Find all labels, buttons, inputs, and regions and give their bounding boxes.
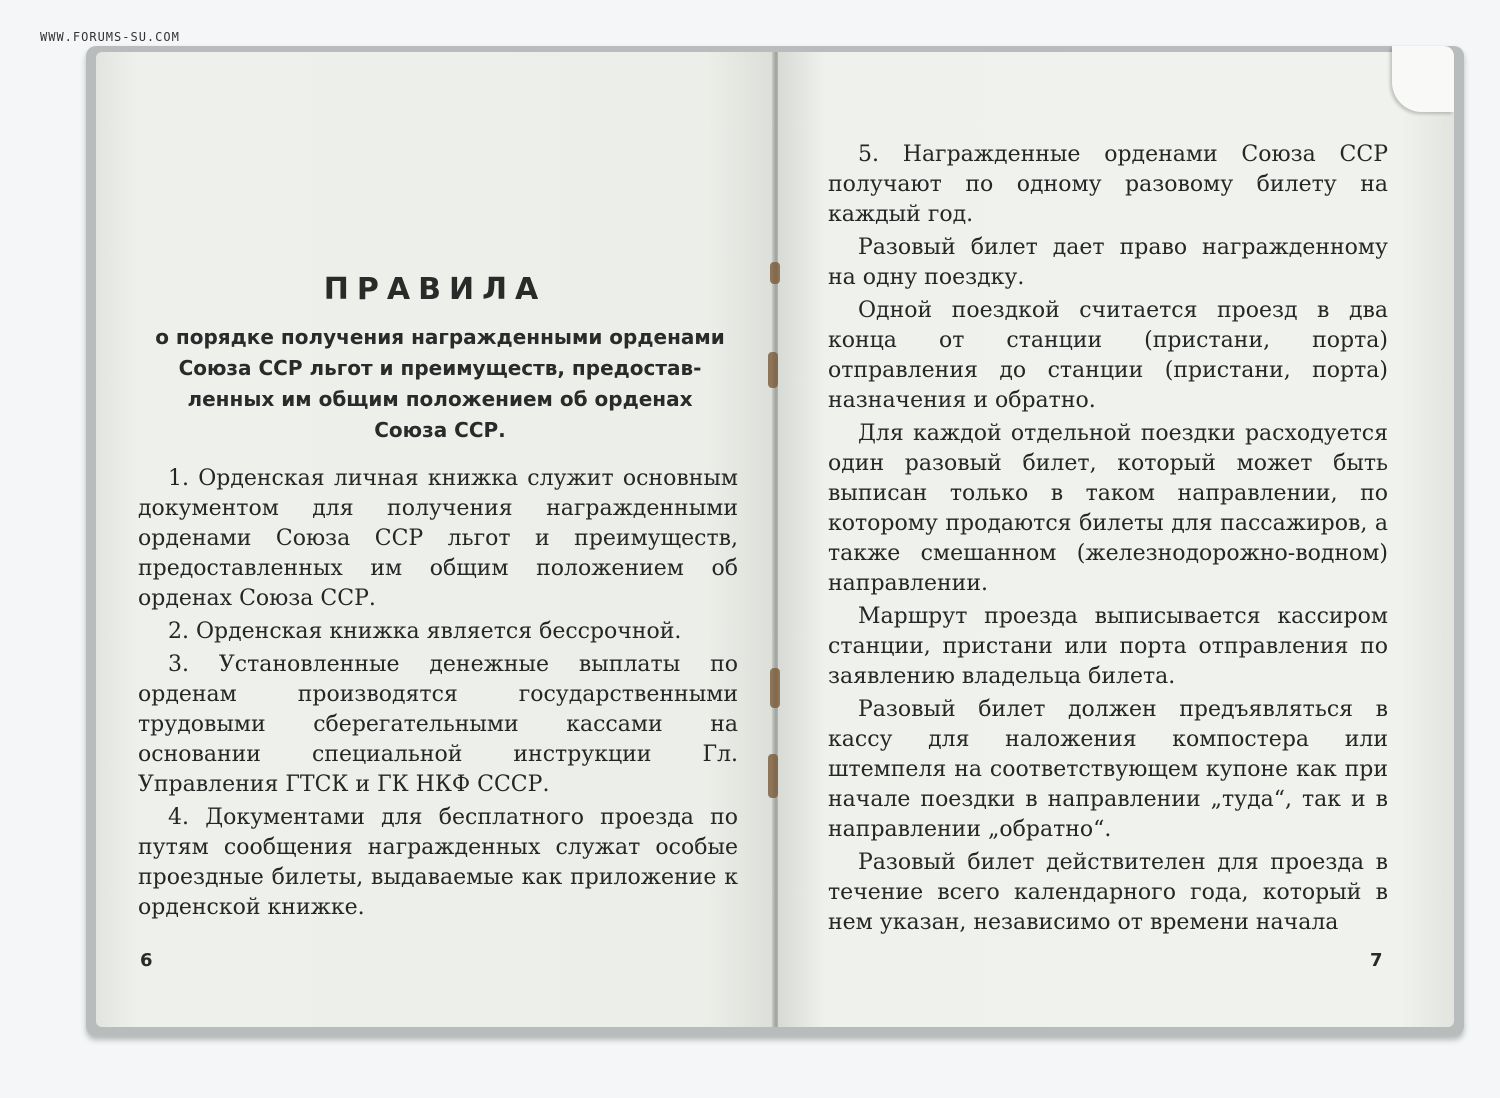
rule-paragraph: Маршрут проезда выписывается кассиром станции, пристани или порта отправления по заявлению владельца билета. xyxy=(828,604,1388,689)
rule-paragraph: Разовый билет должен предъявляться в кассу для наложения компостера или штемпеля на соответствующем купоне как при начале поездки в направлении „туда“, так и в направлении „обратно“. xyxy=(828,697,1388,842)
watermark: WWW.FORUMS-SU.COM xyxy=(40,30,180,44)
rule-paragraph: Разовый билет дает право награжденному на одну поездку. xyxy=(828,235,1388,290)
right-page-text xyxy=(828,140,1388,941)
rule-paragraph: Для каждой отдельной поездки расходуется один разовый билет, который может быть выписан только в таком направлении, по которому продаются билеты для пассажиров, а также смешанном (железнодорожно-водном) направлении. xyxy=(828,421,1388,596)
page-number: 6 xyxy=(140,950,153,971)
page-number: 7 xyxy=(1370,950,1383,971)
left-page xyxy=(96,52,774,1027)
folded-corner xyxy=(1392,46,1454,112)
left-page-text xyxy=(138,464,738,926)
right-page xyxy=(778,52,1454,1027)
rule-paragraph: Разовый билет действителен для проезда в течение всего календарного года, который в нем указан, независимо от времени начала xyxy=(828,850,1388,935)
rule-paragraph: Одной поездкой считается проезд в два конца от станции (пристани, порта) отправления до станции (пристани, порта) назначения и обратно. xyxy=(828,298,1388,413)
subtitle-line: ленных им общим положением об орденах xyxy=(187,387,693,411)
rust-stain xyxy=(768,754,778,798)
rust-stain xyxy=(768,352,778,388)
subtitle-line: Союза ССР льгот и преимуществ, предостав- xyxy=(178,356,702,380)
page-subtitle xyxy=(142,322,738,446)
rust-stain xyxy=(770,668,780,708)
rule-paragraph: 3. Установленные денежные выплаты по орденам производятся государственными трудовыми сберегательными кассами на основании специальной инструкции Гл. Управления ГТСК и ГК НКФ СССР. xyxy=(138,652,738,797)
subtitle-line: о порядке получения награжденными орденами xyxy=(155,325,725,349)
rule-paragraph: 2. Орденская книжка является бессрочной. xyxy=(168,619,682,644)
rust-stain xyxy=(770,262,780,284)
rule-paragraph: 5. Награжденные орденами Союза ССР получают по одному разовому билету на каждый год. xyxy=(828,142,1388,227)
subtitle-line: Союза ССР. xyxy=(374,418,506,442)
page-title: ПРАВИЛА xyxy=(323,272,547,307)
rule-paragraph: 1. Орденская личная книжка служит основным документом для получения награжденными орденами Союза ССР льгот и преимуществ, предоставленных им общим положением об орденах Союза ССР. xyxy=(138,466,738,611)
rule-paragraph: 4. Документами для бесплатного проезда по путям сообщения награжденных служат особые проездные билеты, выдаваемые как приложение к орденской книжке. xyxy=(138,805,738,920)
